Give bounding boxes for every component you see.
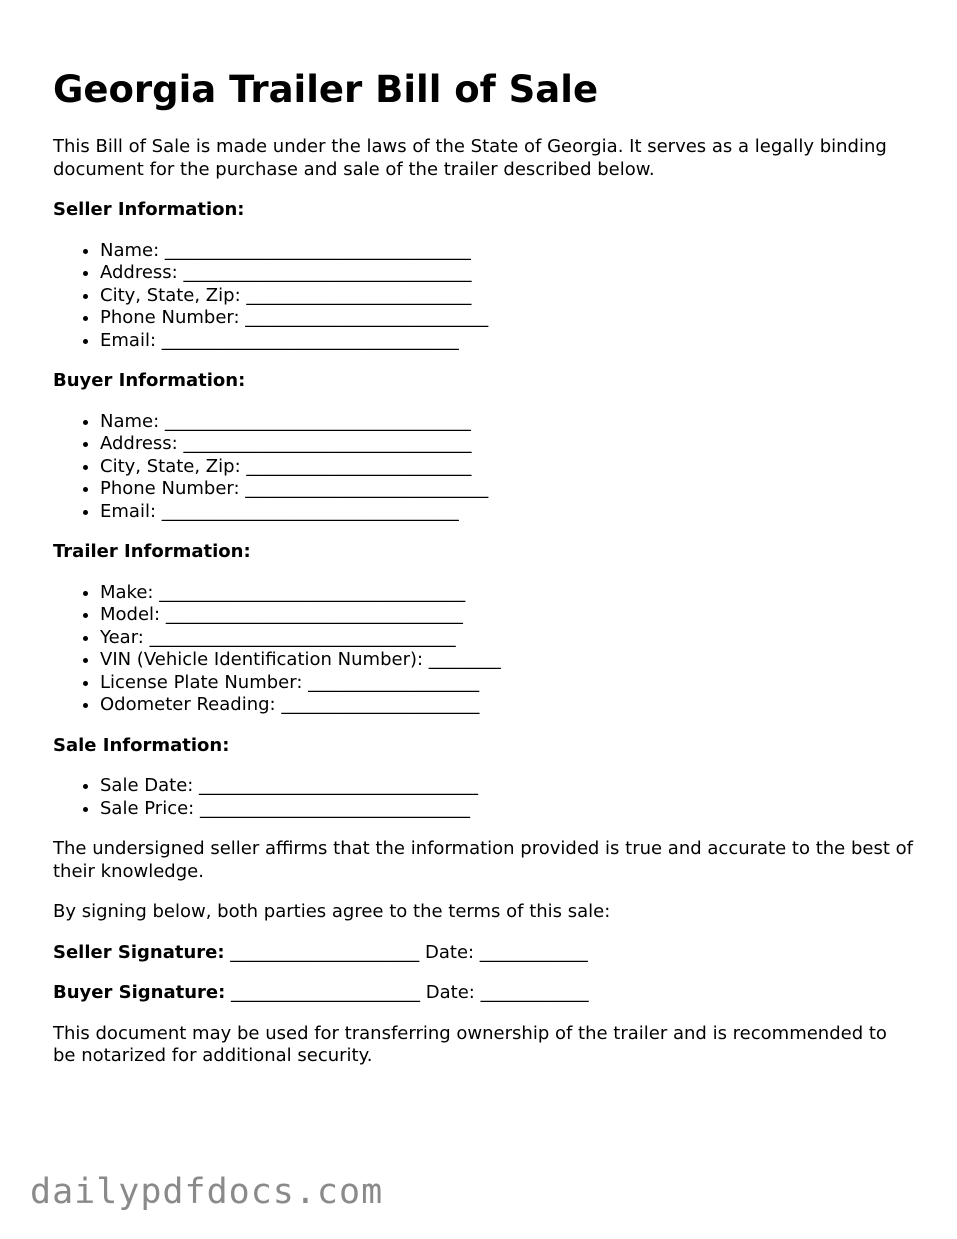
buyer-address-field: • Address: ________________________________	[100, 433, 913, 456]
seller-city-state-zip-field: • City, State, Zip: _________________________	[100, 285, 913, 308]
buyer-city-state-zip-field: • City, State, Zip: _________________________	[100, 456, 913, 479]
trailer-section-heading: Trailer Information:	[53, 541, 251, 562]
buyer-section-heading: Buyer Information:	[53, 370, 246, 391]
affirmation-paragraph: The undersigned seller affirms that the information provided is true and accurate to the best of their knowledge.	[53, 838, 913, 882]
document-page	[53, 64, 913, 1086]
sale-section-heading: Sale Information:	[53, 734, 230, 756]
closing-paragraph: This document may be used for transferring ownership of the trailer and is recommended to be notarized for additional security.	[53, 1022, 887, 1066]
buyer-signature-line	[53, 982, 913, 1005]
buyer-signature-blank: _____________________ Date: ____________	[225, 982, 589, 1003]
trailer-make-field: • Make: __________________________________	[100, 582, 913, 605]
trailer-plate-field: • License Plate Number: ___________________	[100, 672, 913, 695]
buyer-signature-label: Buyer Signature:	[53, 982, 226, 1003]
sale-date-field: • Sale Date: _______________________________	[100, 775, 913, 798]
buyer-email-field: • Email: _________________________________	[100, 501, 913, 524]
document-title: Georgia Trailer Bill of Sale	[53, 68, 599, 111]
seller-info-list	[53, 240, 913, 353]
sale-price-field: • Sale Price: ______________________________	[100, 798, 913, 821]
seller-name-field: • Name: __________________________________	[100, 240, 913, 263]
seller-signature-line	[53, 942, 913, 965]
trailer-vin-field: • VIN (Vehicle Identification Number): ________	[100, 649, 913, 672]
sale-info-list	[53, 775, 913, 820]
seller-phone-field: • Phone Number: ___________________________	[100, 307, 913, 330]
trailer-info-list	[53, 582, 913, 717]
seller-email-field: • Email: _________________________________	[100, 330, 913, 353]
buyer-phone-field: • Phone Number: ___________________________	[100, 478, 913, 501]
intro-paragraph: This Bill of Sale is made under the laws of the State of Georgia. It serves as a legally binding document for the purchase and sale of the trailer described below.	[53, 136, 887, 180]
seller-signature-label: Seller Signature:	[53, 941, 225, 963]
buyer-info-list	[53, 411, 913, 524]
trailer-odometer-field: • Odometer Reading: ______________________	[100, 694, 913, 717]
agreement-paragraph: By signing below, both parties agree to the terms of this sale:	[53, 901, 611, 922]
seller-address-field: • Address: ________________________________	[100, 262, 913, 285]
buyer-name-field: • Name: __________________________________	[100, 411, 913, 434]
trailer-model-field: • Model: _________________________________	[100, 604, 913, 627]
seller-signature-blank: _____________________ Date: ____________	[224, 941, 588, 963]
seller-section-heading: Seller Information:	[53, 199, 245, 220]
watermark: dailypdfdocs.com	[30, 1172, 384, 1212]
trailer-year-field: • Year: __________________________________	[100, 627, 913, 650]
